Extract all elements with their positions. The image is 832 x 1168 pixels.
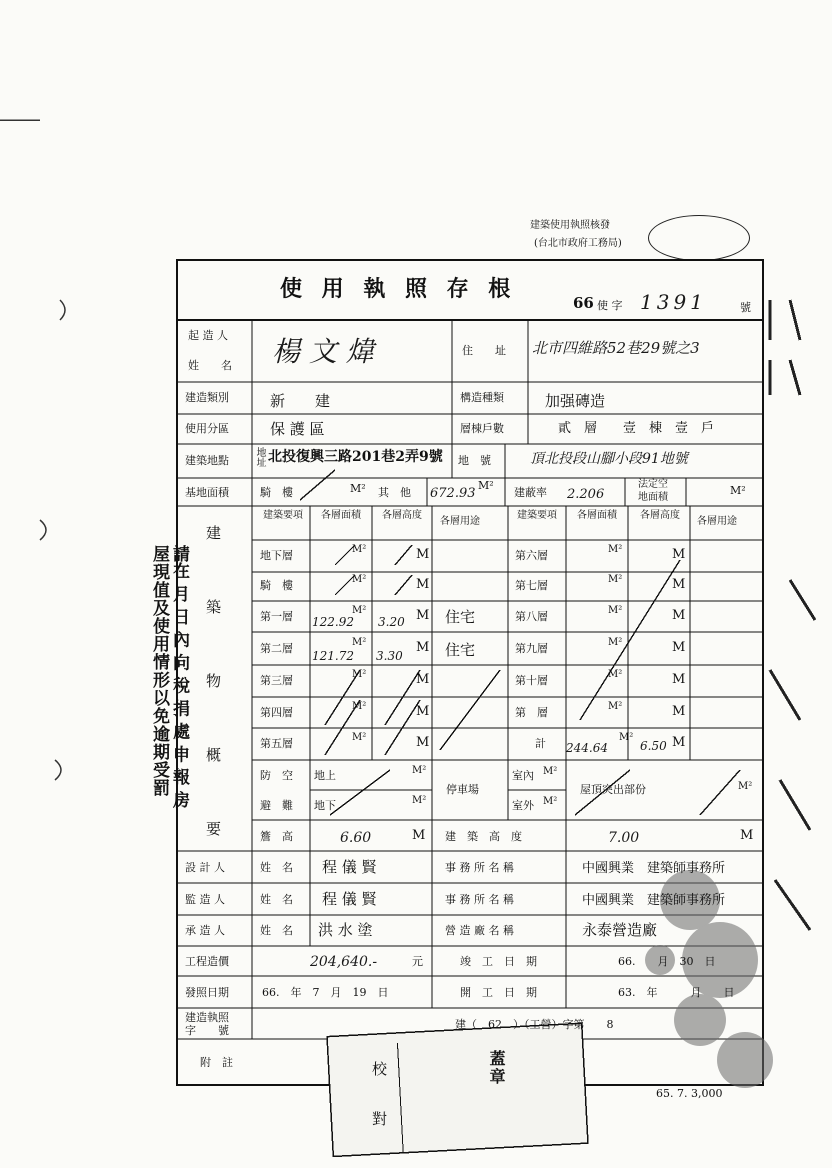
- form-title: 使 用 執 照 存 根: [280, 276, 517, 302]
- r-unit-h5: M: [672, 704, 686, 719]
- right-row-name-3: 第九層: [515, 642, 548, 655]
- l-unit-a3: M²: [352, 637, 367, 648]
- complete-label: 竣 工 日 期: [460, 955, 537, 968]
- r-unit-h3: M: [672, 640, 686, 655]
- cost-yuan: 元: [412, 955, 423, 968]
- left-row-name-2: 第一層: [260, 610, 293, 623]
- left-row-name-5: 第四層: [260, 706, 293, 719]
- shelter-below: 地下: [314, 799, 336, 812]
- structure-label: 構造種類: [460, 391, 504, 404]
- start-label: 開 工 日 期: [460, 986, 537, 999]
- open-unit: M²: [730, 484, 746, 497]
- floor2-use: 住宅: [445, 641, 476, 659]
- l-unit-h4: M: [416, 672, 430, 687]
- right-row-name-5: 第 層: [515, 706, 548, 719]
- zone-value: 保 護 區: [270, 420, 325, 438]
- shelter-above: 地上: [314, 769, 336, 782]
- floors-value: 貳 層 壹 棟 壹 戶: [558, 421, 715, 436]
- summary-side-1: 建: [206, 524, 222, 542]
- r-unit-h1: M: [672, 577, 686, 592]
- start-value: 63. 年 月 日: [618, 986, 735, 999]
- open-label1: 法定空: [638, 479, 668, 490]
- contractor-name-label: 姓 名: [260, 924, 293, 937]
- coverage-value: 2.206: [567, 487, 605, 502]
- r-unit-h0: M: [672, 547, 686, 562]
- floor1-area: 122.92: [312, 615, 354, 629]
- parking-outdoor-unit: M²: [543, 796, 558, 807]
- other-label: 其 他: [378, 486, 411, 499]
- contractor-label: 承 造 人: [185, 924, 225, 937]
- left-row-name-3: 第二層: [260, 642, 293, 655]
- check-char-1: 校: [372, 1060, 388, 1078]
- permit-label1: 建造執照: [185, 1011, 229, 1024]
- build-type-label: 建造類別: [185, 391, 229, 404]
- applicant-label2: 姓 名: [188, 359, 232, 372]
- r-unit-a1: M²: [608, 574, 623, 585]
- hdr-r-item: 建築要項: [517, 510, 557, 521]
- summary-side-2: 築: [206, 598, 222, 616]
- parking-indoor: 室內: [512, 769, 534, 782]
- arcade-unit: M²: [350, 482, 366, 495]
- print-code: 65. 7. 3,000: [656, 1087, 723, 1100]
- permit-label2: 字 號: [185, 1024, 229, 1037]
- side-note-col2: 請在 月 日 內 向 稅 捐 處 申 報 房: [169, 545, 189, 809]
- shelter-label1: 防 空: [260, 769, 293, 782]
- other-value: 672.93: [430, 486, 476, 501]
- floor2-area: 121.72: [312, 649, 354, 663]
- total-height: 6.50: [640, 739, 667, 753]
- cost-label: 工程造價: [185, 955, 229, 968]
- l-unit-h0: M: [416, 547, 430, 562]
- left-row-name-1: 騎 樓: [260, 579, 293, 592]
- address-label: 住 址: [462, 344, 506, 357]
- applicant-label1: 起 造 人: [188, 329, 228, 342]
- floor1-height: 3.20: [378, 615, 405, 629]
- l-unit-h1: M: [416, 577, 430, 592]
- summary-side-5: 要: [206, 820, 222, 838]
- hdr-r-use: 各層用途: [697, 516, 737, 527]
- lot-label: 地 號: [458, 454, 491, 467]
- l-unit-h5: M: [416, 704, 430, 719]
- license-number: 1391: [640, 290, 707, 314]
- complete-value: 66. 月 30 日: [618, 955, 716, 968]
- site-value: 北投復興三路201巷2弄9號: [268, 449, 443, 465]
- stamp-line1: 建築使用執照核發: [530, 220, 610, 231]
- issue-label: 發照日期: [185, 986, 229, 999]
- license-suffix: 號: [740, 301, 751, 314]
- contractor-firm: 永泰營造廠: [582, 921, 658, 939]
- cost-value: 204,640.-: [310, 954, 378, 970]
- l-unit-h6: M: [416, 735, 430, 750]
- right-row-name-4: 第十層: [515, 674, 548, 687]
- right-row-name-0: 第六層: [515, 549, 548, 562]
- permit-value: 建（ 62 ）（工營）字第 8: [455, 1018, 614, 1031]
- l-unit-a5: M²: [352, 701, 367, 712]
- designer-label: 設 計 人: [185, 861, 225, 874]
- left-row-name-0: 地下層: [260, 549, 293, 562]
- structure-value: 加强磚造: [545, 392, 606, 410]
- summary-side-3: 物: [206, 672, 222, 690]
- designer-name: 程 儀 賢: [322, 858, 377, 876]
- hdr-l-use: 各層用途: [440, 516, 480, 527]
- applicant-name: 楊 文 煒: [272, 335, 374, 368]
- r-unit-h6: M: [672, 735, 686, 750]
- r-unit-a0: M²: [608, 544, 623, 555]
- bheight-label: 建 築 高 度: [445, 830, 522, 843]
- eave-unit: M: [412, 828, 426, 843]
- l-unit-a4: M²: [352, 669, 367, 680]
- r-unit-a2: M²: [608, 605, 623, 616]
- other-unit: M²: [478, 479, 494, 492]
- designer-name-label: 姓 名: [260, 861, 293, 874]
- r-unit-a6: M²: [619, 732, 634, 743]
- l-unit-h2: M: [416, 608, 430, 623]
- r-unit-a5: M²: [608, 701, 623, 712]
- hdr-r-height: 各層高度: [640, 510, 680, 521]
- floor1-use: 住宅: [445, 608, 476, 626]
- zone-label: 使用分區: [185, 422, 229, 435]
- hdr-l-height: 各層高度: [382, 510, 422, 521]
- r-unit-a4: M²: [608, 669, 623, 680]
- supervisor-office-label: 事 務 所 名 稱: [445, 893, 514, 906]
- address-value: 北市四維路52巷29號之3: [532, 339, 700, 357]
- arcade-label: 騎 樓: [260, 486, 293, 499]
- designer-office-label: 事 務 所 名 稱: [445, 861, 514, 874]
- check-char-2: 對: [372, 1110, 388, 1128]
- area-label: 基地面積: [185, 486, 229, 499]
- right-row-name-2: 第八層: [515, 610, 548, 623]
- total-area: 244.64: [566, 741, 608, 755]
- r-unit-h4: M: [672, 672, 686, 687]
- lot-value: 頂北投段山腳小段91地號: [530, 451, 688, 467]
- shelter-below-unit: M²: [412, 795, 427, 806]
- side-note-col1: 屋現值及使用情形以免逾期受罰: [149, 545, 169, 797]
- roof-unit: M²: [738, 781, 753, 792]
- bheight-value: 7.00: [608, 830, 640, 846]
- l-unit-a0: M²: [352, 544, 367, 555]
- issue-value: 66. 年 7 月 19 日: [262, 986, 389, 999]
- shelter-above-unit: M²: [412, 765, 427, 776]
- supervisor-label: 監 造 人: [185, 893, 225, 906]
- l-unit-a2: M²: [352, 605, 367, 616]
- left-row-name-6: 第五層: [260, 737, 293, 750]
- parking-outdoor: 室外: [512, 799, 534, 812]
- site-label: 建築地點: [185, 454, 229, 467]
- parking-indoor-unit: M²: [543, 766, 558, 777]
- floors-label: 層棟戶數: [460, 422, 504, 435]
- eave-label: 簷 高: [260, 830, 293, 843]
- hdr-l-area: 各層面積: [321, 510, 361, 521]
- contractor-name: 洪 水 塗: [318, 921, 373, 939]
- hdr-r-area: 各層面積: [577, 510, 617, 521]
- l-unit-a1: M²: [352, 574, 367, 585]
- floor2-height: 3.30: [376, 649, 403, 663]
- shelter-label2: 避 難: [260, 799, 293, 812]
- r-unit-a3: M²: [608, 637, 623, 648]
- parking-label: 停車場: [446, 783, 479, 796]
- l-unit-h3: M: [416, 640, 430, 655]
- bheight-unit: M: [740, 828, 754, 843]
- stamp-line2: (台北市政府工務局): [534, 238, 622, 249]
- coverage-label: 建蔽率: [514, 486, 547, 499]
- contractor-firm-label: 營 造 廠 名 稱: [445, 924, 514, 937]
- supervisor-office: 中國興業 建築師事務所: [582, 893, 726, 908]
- site-sub: 地址: [254, 447, 265, 467]
- right-row-name-6: 計: [535, 737, 546, 750]
- left-row-name-4: 第三層: [260, 674, 293, 687]
- summary-side-4: 概: [206, 746, 222, 764]
- open-label2: 地面積: [638, 492, 668, 503]
- eave-value: 6.60: [340, 830, 372, 846]
- license-char: 使 字: [597, 299, 623, 312]
- r-unit-h2: M: [672, 608, 686, 623]
- build-type-value: 新 建: [270, 392, 331, 410]
- license-prefix: 66: [573, 294, 594, 312]
- hdr-l-item: 建築要項: [263, 510, 303, 521]
- remark-label: 附 註: [200, 1056, 233, 1069]
- l-unit-a6: M²: [352, 732, 367, 743]
- supervisor-name-label: 姓 名: [260, 893, 293, 906]
- designer-office: 中國興業 建築師事務所: [582, 861, 726, 876]
- roof-label: 屋頂突出部份: [580, 783, 646, 796]
- seal-mark: 蓋章: [487, 1050, 506, 1086]
- supervisor-name: 程 儀 賢: [322, 890, 377, 908]
- right-row-name-1: 第七層: [515, 579, 548, 592]
